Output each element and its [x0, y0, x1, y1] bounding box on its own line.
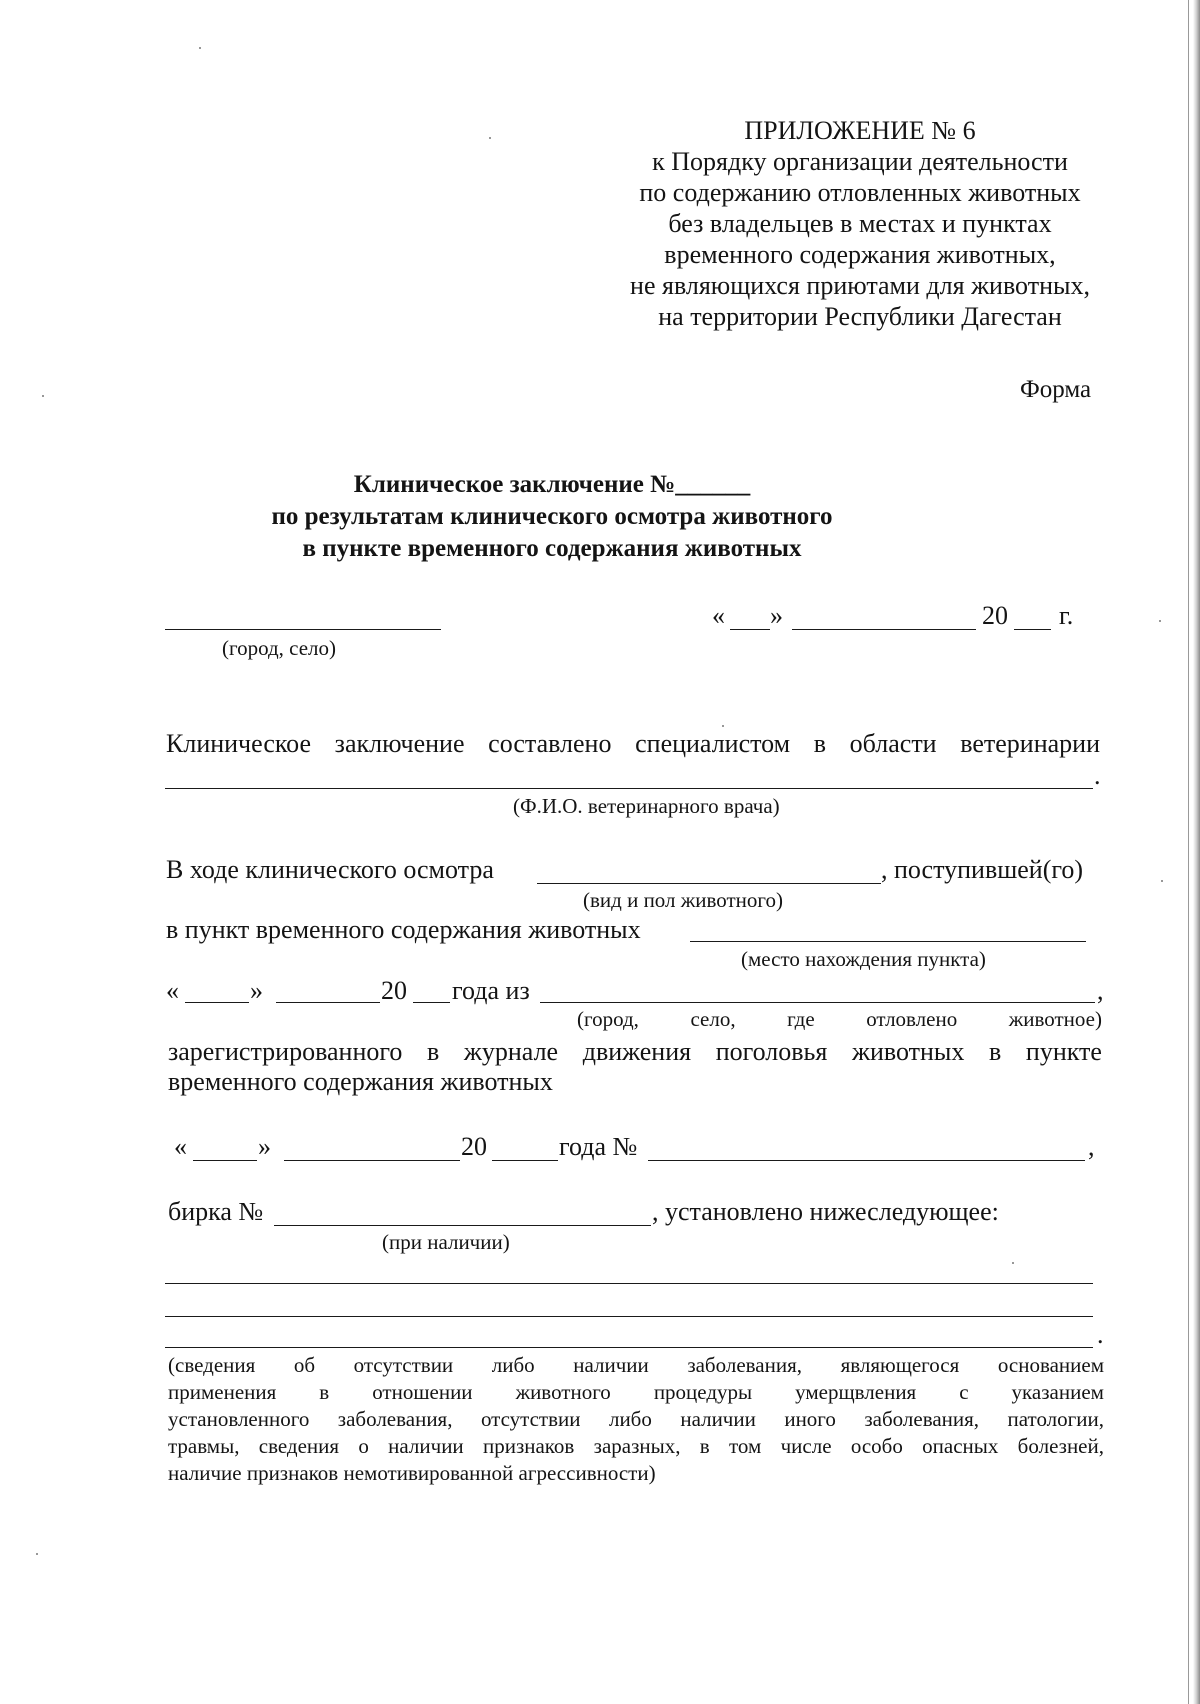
word: в [427, 1037, 440, 1066]
appendix-line: к Порядку организации деятельности [652, 147, 1068, 176]
scan-speck [489, 137, 491, 139]
journal-close-quote: » [258, 1132, 271, 1161]
word: в [989, 1037, 1002, 1066]
document-subtitle-1: по результатам клинического осмотра животного [271, 503, 833, 530]
vet-end-dot: . [1094, 761, 1101, 790]
journal-open-quote: « [174, 1132, 187, 1161]
word: поголовья [715, 1037, 828, 1066]
disease-note-line-1 [168, 1352, 1104, 1378]
findings-end-dot: . [1097, 1320, 1104, 1349]
vet-name-line[interactable] [165, 788, 1093, 789]
word: в [319, 1380, 330, 1404]
origin-comma: , [1097, 976, 1104, 1005]
scan-speck [1161, 880, 1163, 882]
word: зарегистрированного [168, 1037, 403, 1066]
findings-line-1[interactable] [165, 1283, 1093, 1284]
exam-line-start: В ходе клинического осмотра [166, 855, 494, 884]
point-field-line[interactable] [690, 941, 1086, 942]
date-open-quote: « [712, 601, 725, 630]
appendix-header [520, 115, 1200, 332]
arrival-year-prefix: 20 [381, 976, 407, 1005]
scan-speck [42, 395, 44, 397]
word: процедуры [653, 1380, 753, 1404]
word: отсутствии [353, 1353, 454, 1377]
origin-hint [577, 1006, 1102, 1032]
appendix-line: по содержанию отловленных животных [639, 178, 1081, 207]
word: пункте [1025, 1037, 1102, 1066]
arrival-year-from: года из [452, 976, 530, 1005]
tag-result-text: , установлено нижеследующее: [652, 1197, 999, 1226]
word: животных [852, 1037, 965, 1066]
scan-edge-line [1188, 0, 1189, 1704]
word: (сведения [168, 1353, 256, 1377]
findings-line-3[interactable] [165, 1347, 1093, 1348]
word: являющегося [840, 1353, 960, 1377]
scan-speck [1012, 1262, 1014, 1264]
place-field-line[interactable] [165, 629, 441, 630]
document-title: Клиническое заключение №______ [353, 471, 751, 498]
word: с [959, 1380, 969, 1404]
arrival-close-quote: » [250, 976, 263, 1005]
scan-speck [1159, 620, 1161, 622]
scan-speck [199, 47, 201, 49]
word: животное) [1008, 1007, 1102, 1031]
registered-line-2: временного содержания животных [168, 1067, 553, 1096]
journal-year-prefix: 20 [461, 1132, 487, 1161]
word: об [293, 1353, 316, 1377]
date-month-line[interactable] [792, 629, 976, 630]
document-subtitle-2: в пункте временного содержания животных [302, 535, 802, 562]
word: заболевания, [687, 1353, 802, 1377]
appendix-line: не являющихся приютами для животных, [630, 271, 1090, 300]
journal-comma: , [1088, 1132, 1095, 1161]
journal-year-line[interactable] [492, 1160, 558, 1161]
exam-point-text: в пункт временного содержания животных [166, 915, 641, 944]
disease-note-line-3: установленного заболевания, отсутствии либо наличии иного заболевания, патологии, [168, 1407, 1104, 1431]
origin-field-line[interactable] [540, 1002, 1095, 1003]
appendix-line: без владельцев в местах и пунктах [668, 209, 1052, 238]
journal-year-no: года № [559, 1132, 638, 1161]
word: указанием [1011, 1380, 1104, 1404]
word: село, [690, 1007, 736, 1031]
journal-day-line[interactable] [193, 1160, 257, 1161]
animal-hint: (вид и пол животного) [583, 888, 784, 912]
tag-hint: (при наличии) [382, 1230, 510, 1254]
registered-line [168, 1036, 1102, 1067]
word: отношении [372, 1380, 473, 1404]
tag-label: бирка № [168, 1197, 264, 1226]
scan-speck [36, 1553, 38, 1555]
appendix-line: на территории Республики Дагестан [658, 302, 1062, 331]
word: (город, [577, 1007, 639, 1031]
vet-name-hint: (Ф.И.О. ветеринарного врача) [513, 794, 780, 818]
word: умерщвления [795, 1380, 917, 1404]
exam-line-end: , поступившей(го) [881, 855, 1084, 884]
arrival-year-line[interactable] [413, 1002, 450, 1003]
journal-number-line[interactable] [648, 1160, 1085, 1161]
date-day-line[interactable] [730, 629, 770, 630]
word: основанием [997, 1353, 1104, 1377]
vet-sentence: Клиническое заключение составлено специалистом в области ветеринарии [166, 729, 1100, 758]
word: наличии [573, 1353, 649, 1377]
date-close-quote: » [770, 601, 783, 630]
word: где [787, 1007, 815, 1031]
date-year-prefix: 20 [982, 601, 1008, 630]
findings-line-2[interactable] [165, 1316, 1093, 1317]
animal-field-line[interactable] [537, 883, 881, 884]
scan-edge-shadow [1193, 0, 1200, 1704]
disease-note-line-2 [168, 1379, 1104, 1405]
arrival-open-quote: « [166, 976, 179, 1005]
scan-speck [722, 725, 724, 727]
word: применения [168, 1380, 277, 1404]
arrival-month-line[interactable] [276, 1002, 380, 1003]
word: либо [491, 1353, 535, 1377]
journal-month-line[interactable] [284, 1160, 460, 1161]
date-year-suffix: г. [1059, 601, 1074, 630]
word: отловлено [866, 1007, 958, 1031]
appendix-line: ПРИЛОЖЕНИЕ № 6 [744, 116, 976, 145]
word: движения [582, 1037, 692, 1066]
disease-note-line-5: наличие признаков немотивированной агрессивности) [168, 1461, 656, 1485]
appendix-line: временного содержания животных, [664, 240, 1056, 269]
word: журнале [463, 1037, 559, 1066]
word: животного [515, 1380, 611, 1404]
tag-number-line[interactable] [274, 1225, 651, 1226]
disease-note-line-4: травмы, сведения о наличии признаков заразных, в том числе особо опасных болезней, [168, 1434, 1104, 1458]
point-hint: (место нахождения пункта) [741, 947, 986, 971]
place-hint: (город, село) [222, 636, 337, 660]
form-label: Форма [1020, 376, 1092, 403]
arrival-day-line[interactable] [185, 1002, 249, 1003]
date-year-line[interactable] [1014, 629, 1051, 630]
